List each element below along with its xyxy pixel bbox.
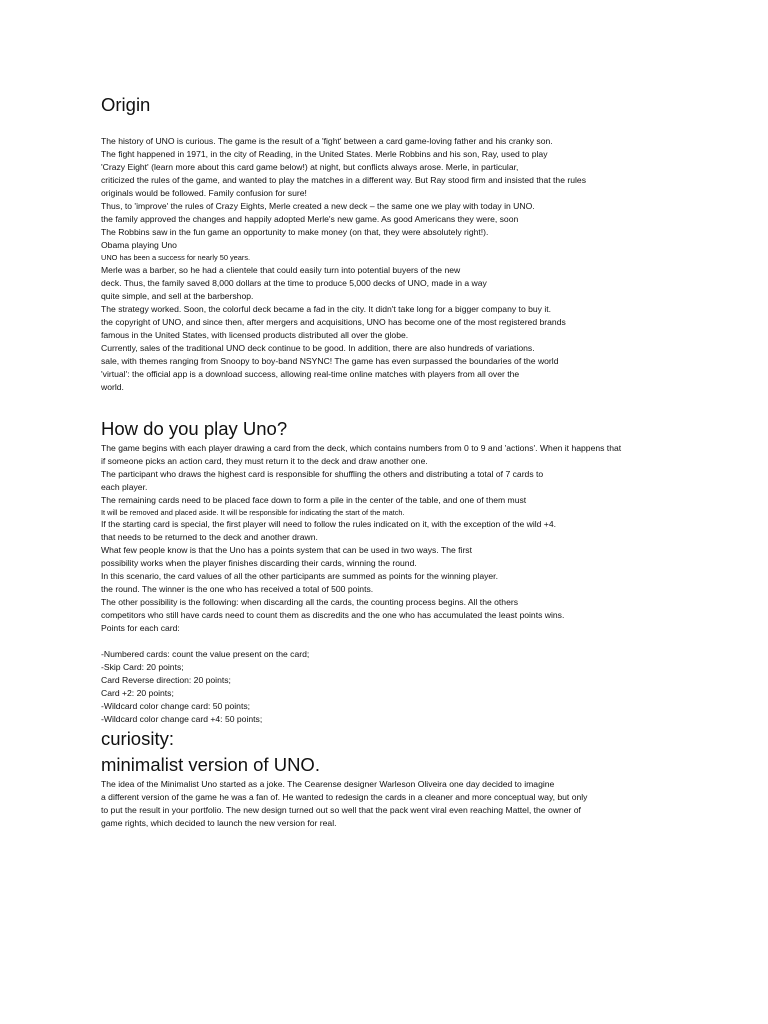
howto-line: The other possibility is the following: when discarding all the cards, the counting process begins. All the others xyxy=(101,597,519,607)
points-item: -Wildcard color change card +4: 50 points; xyxy=(101,714,263,724)
origin-line: the family approved the changes and happily adopted Merle's new game. As good Americans they were, soon xyxy=(101,214,519,224)
curiosity-line: game rights, which decided to launch the new version for real. xyxy=(101,818,337,828)
curiosity-line: The idea of the Minimalist Uno started as a joke. The Cearense designer Warleson Oliveira one day decided to imagine xyxy=(101,779,555,789)
howto-section xyxy=(101,442,701,727)
howto-line: The game begins with each player drawing a card from the deck, which contains numbers from 0 to 9 and 'actions'. When it happens that xyxy=(101,442,622,453)
howto-line: competitors who still have cards need to count them as discredits and the one who has accumulated the least points wins. xyxy=(101,610,565,620)
origin-line: The strategy worked. Soon, the colorful deck became a fad in the city. It didn't take long for a bigger company to buy it. xyxy=(101,303,552,314)
origin-line: famous in the United States, with licensed products distributed all over the globe. xyxy=(101,329,409,340)
origin-line: The fight happened in 1971, in the city of Reading, in the United States. Merle Robbins and his son, Ray, used to play xyxy=(101,149,548,159)
origin-line: Currently, sales of the traditional UNO deck continue to be good. In addition, there are also hundreds of variations. xyxy=(101,342,535,353)
origin-line: The Robbins saw in the fun game an opportunity to make money (on that, they were absolutely right!). xyxy=(101,227,489,237)
howto-line: If the starting card is special, the first player will need to follow the rules indicated on it, with the exception of the wild +4. xyxy=(101,519,556,529)
origin-line: Merle was a barber, so he had a clientele that could easily turn into potential buyers of the new xyxy=(101,264,461,275)
origin-line: The history of UNO is curious. The game is the result of a 'fight' between a card game-loving father and his cranky son. xyxy=(101,136,553,146)
points-item: -Numbered cards: count the value present on the card; xyxy=(101,649,310,659)
origin-heading: Origin xyxy=(101,94,151,115)
howto-line: The remaining cards need to be placed face down to form a pile in the center of the table, and one of them must xyxy=(101,494,527,505)
origin-line: 'Crazy Eight' (learn more about this card game below!) at night, but conflicts always arose. Merle, in particular, xyxy=(101,162,519,172)
points-item: -Skip Card: 20 points; xyxy=(101,662,184,672)
howto-heading: How do you play Uno? xyxy=(101,417,288,439)
howto-line: What few people know is that the Uno has a points system that can be used in two ways. The first xyxy=(101,545,472,555)
points-item: Card Reverse direction: 20 points; xyxy=(101,675,231,685)
origin-line: Obama playing Uno xyxy=(101,240,177,250)
origin-line: deck. Thus, the family saved 8,000 dollars at the time to produce 5,000 decks of UNO, made in a way xyxy=(101,277,487,288)
points-item: Card +2: 20 points; xyxy=(101,688,174,698)
curiosity-line: to put the result in your portfolio. The new design turned out so well that the pack went viral even reaching Mattel, the owner of xyxy=(101,805,581,815)
origin-line: originals would be followed. Family confusion for sure! xyxy=(101,188,307,198)
origin-line: quite simple, and sell at the barbershop. xyxy=(101,290,254,301)
howto-line: that needs to be returned to the deck and another drawn. xyxy=(101,532,318,542)
curiosity-section xyxy=(101,778,701,830)
howto-line: the round. The winner is the one who has received a total of 500 points. xyxy=(101,584,374,594)
howto-line: if someone picks an action card, they must return it to the deck and draw another one. xyxy=(101,455,428,466)
curiosity-subheading: minimalist version of UNO. xyxy=(101,754,320,775)
origin-line: world. xyxy=(101,381,124,392)
origin-line: 'virtual': the official app is a download success, allowing real-time online matches with players from all over the xyxy=(101,368,520,379)
howto-note: It will be removed and placed aside. It will be responsible for indicating the start of the match. xyxy=(101,507,405,517)
origin-section xyxy=(101,135,701,394)
howto-line: each player. xyxy=(101,481,148,492)
origin-line: the copyright of UNO, and since then, after mergers and acquisitions, UNO has become one of the most registered brands xyxy=(101,316,566,327)
howto-line: possibility works when the player finishes discarding their cards, winning the round. xyxy=(101,558,417,568)
origin-line: Thus, to 'improve' the rules of Crazy Eights, Merle created a new deck – the same one we play with today in UNO. xyxy=(101,201,535,211)
howto-line: Points for each card: xyxy=(101,623,180,633)
origin-line: sale, with themes ranging from Snoopy to boy-band NSYNC! The game has even surpassed the boundaries of the world xyxy=(101,355,559,366)
origin-line: criticized the rules of the game, and wanted to play the matches in a different way. But Ray stood firm and insisted that the rules xyxy=(101,175,587,185)
curiosity-line: a different version of the game he was a fan of. He wanted to redesign the cards in a cleaner and more conceptual way, but only xyxy=(101,792,588,802)
howto-line: The participant who draws the highest card is responsible for shuffling the others and distributing a total of 7 cards to xyxy=(101,468,544,479)
curiosity-heading: curiosity: xyxy=(101,728,174,749)
points-item: -Wildcard color change card: 50 points; xyxy=(101,701,251,711)
document-page xyxy=(101,92,701,830)
howto-line: In this scenario, the card values of all the other participants are summed as points for the winning player. xyxy=(101,571,498,581)
image-caption: UNO has been a success for nearly 50 years. xyxy=(101,253,251,262)
